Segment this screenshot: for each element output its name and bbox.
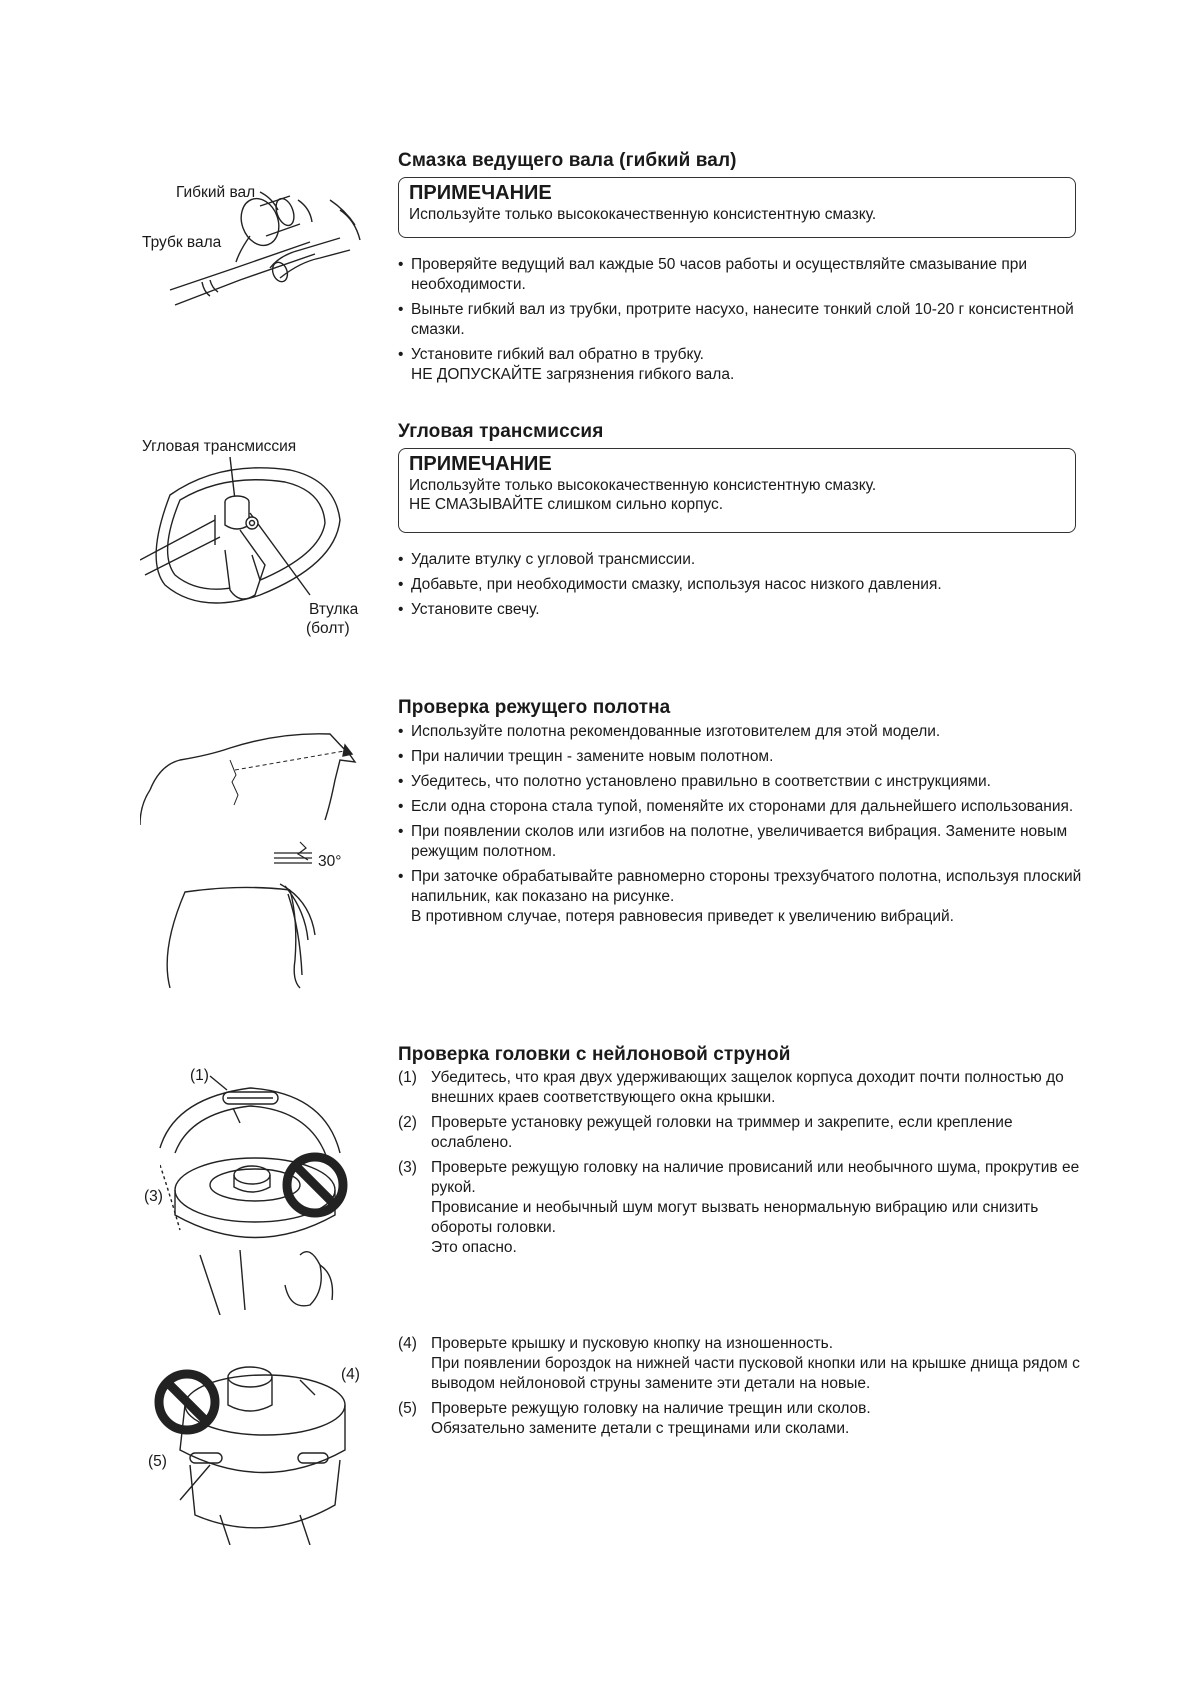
list-item: (3) Проверьте режущую головку на наличие провисаний или необычного шума, прокрутив ее рукой. Провисание и необычный шум могут вызвать ненормальную вибрацию или снизить обороты головки. Это опасно. <box>398 1159 1080 1256</box>
note-line: НЕ СМАЗЫВАЙТЕ слишком сильно корпус. <box>409 496 724 513</box>
fig-label-5: (5) <box>148 1453 167 1470</box>
list-item: (5) Проверьте режущую головку на наличие трещин или сколов. Обязательно замените детали с трещинами или сколами. <box>398 1400 871 1437</box>
section-title-nylon-head: Проверка головки с нейлоновой струной <box>398 1044 791 1065</box>
bullet-list-3 <box>398 722 1088 932</box>
list-item: • При наличии трещин - замените новым полотном. <box>398 747 1088 767</box>
list-item: (1) Убедитесь, что края двух удерживающих защелок корпуса доходит почти полностью до внешних краев соответствующего окна крышки. <box>398 1069 1064 1106</box>
fig-label-flex-shaft: Гибкий вал <box>176 184 256 201</box>
flex-shaft-illustration <box>140 180 380 330</box>
list-item: • Если одна сторона стала тупой, поменяйте их сторонами для дальнейшего использования. <box>398 797 1088 817</box>
fig-label-bolt: (болт) <box>306 620 350 637</box>
list-item: • Используйте полотна рекомендованные изготовителем для этой модели. <box>398 722 1088 742</box>
note-title: ПРИМЕЧАНИЕ <box>409 453 552 475</box>
list-item: • Убедитесь, что полотно установлено правильно в соответствии с инструкциями. <box>398 772 1088 792</box>
fig-label-shaft-tube: Трубк вала <box>142 234 222 251</box>
list-item: (2) Проверьте установку режущей головки на триммер и закрепите, если крепление ослаблено. <box>398 1114 1013 1151</box>
list-item: • Добавьте, при необходимости смазку, используя насос низкого давления. <box>398 575 1088 595</box>
fig-label-1: (1) <box>190 1067 209 1084</box>
list-item: • При заточке обрабатывайте равномерно стороны трехзубчатого полотна, используя плоский напильник, как показано на рисунке. В противном случае, потеря равновесия приведет к увеличению вибраций. <box>398 867 1088 927</box>
head-wear-illustration <box>150 1355 350 1545</box>
gearbox-illustration <box>140 455 350 625</box>
note-line: Используйте только высококачественную консистентную смазку. <box>409 477 877 494</box>
section-title-blade-check: Проверка режущего полотна <box>398 697 671 718</box>
section-title-flex-shaft: Смазка ведущего вала (гибкий вал) <box>398 150 737 171</box>
bullet-list-2 <box>398 550 1088 625</box>
fig-label-angle: 30° <box>318 853 342 870</box>
fig-label-4: (4) <box>341 1366 360 1383</box>
list-item: • Установите свечу. <box>398 600 1088 620</box>
list-item: (4) Проверьте крышку и пусковую кнопку на изношенность. При появлении бороздок на нижней части пусковой кнопки или на крышке днища рядом с выводом нейлоновой струны замените эти детали на новые. <box>398 1335 1080 1392</box>
list-item: • Установите гибкий вал обратно в трубку. НЕ ДОПУСКАЙТЕ загрязнения гибкого вала. <box>398 345 1088 385</box>
note-box-1 <box>398 177 1076 238</box>
bullet-list-1 <box>398 255 1088 390</box>
note-line: Используйте только высококачественную консистентную смазку. <box>409 206 877 223</box>
angle-mark <box>272 840 317 870</box>
fig-label-3: (3) <box>144 1188 163 1205</box>
blade-sharpen-illustration <box>160 880 320 990</box>
section-title-gearbox: Угловая трансмиссия <box>398 421 604 442</box>
head-spin-illustration <box>160 1135 360 1315</box>
numbered-list-4b <box>398 1334 1088 1444</box>
fig-label-bushing: Втулка <box>309 601 359 618</box>
list-item: • Удалите втулку с угловой трансмиссии. <box>398 550 1088 570</box>
fig-label-gearbox: Угловая трансмиссия <box>142 438 297 455</box>
list-item: • Выньте гибкий вал из трубки, протрите насухо, нанесите тонкий слой 10-20 г консистентной смазки. <box>398 300 1088 340</box>
numbered-list-4a <box>398 1068 1088 1263</box>
note-box-2 <box>398 448 1076 533</box>
list-item: • Проверяйте ведущий вал каждые 50 часов работы и осуществляйте смазывание при необходимости. <box>398 255 1088 295</box>
blade-crack-illustration <box>140 720 370 830</box>
note-title: ПРИМЕЧАНИЕ <box>409 182 552 204</box>
list-item: • При появлении сколов или изгибов на полотне, увеличивается вибрация. Замените новым режущим полотном. <box>398 822 1088 862</box>
